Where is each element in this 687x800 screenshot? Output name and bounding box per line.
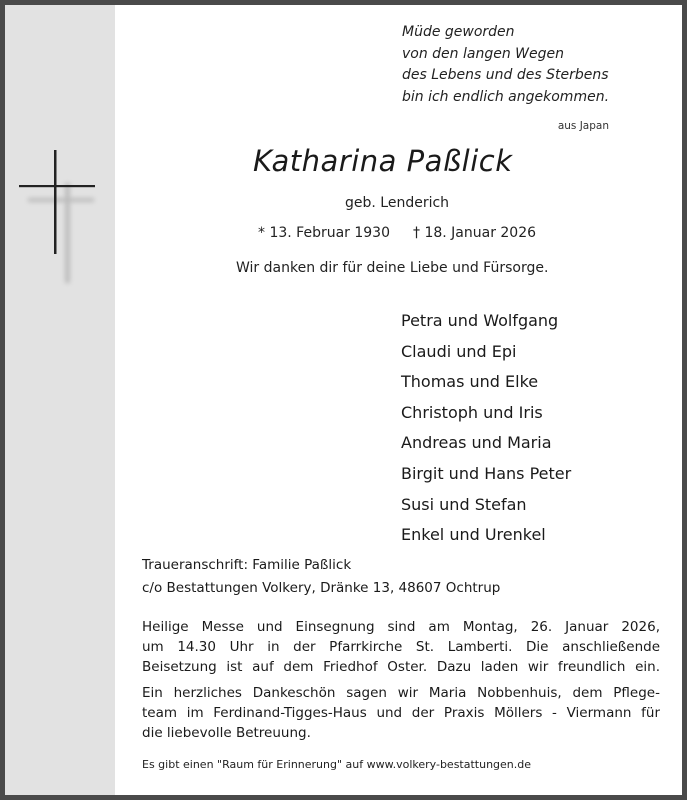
mourners-list <box>401 311 571 556</box>
service-line: Beisetzung ist auf dem Friedhof Oster. Dazu laden wir freundlich ein. <box>142 659 660 675</box>
birth-date: * 13. Februar 1930 <box>258 225 390 241</box>
memorial-link-note: Es gibt einen "Raum für Erinnerung" auf www.volkery-bestattungen.de <box>142 758 532 771</box>
service-paragraph <box>142 617 660 677</box>
mourner-item: Christoph und Iris <box>401 402 543 422</box>
poem-line: des Lebens und des Sterbens <box>402 67 609 83</box>
mourner-item: Petra und Wolfgang <box>401 311 559 330</box>
mourner-item: Thomas und Elke <box>401 372 539 392</box>
mourner-item: Susi und Stefan <box>401 494 527 514</box>
poem-quote <box>402 22 642 108</box>
mourner-item: Claudi und Epi <box>401 341 517 361</box>
gratitude-line: Ein herzliches Dankeschön sagen wir Maria Nobbenhuis, dem Pflege- <box>142 685 660 701</box>
mourner-item: Andreas und Maria <box>401 433 552 453</box>
gratitude-line: team im Ferdinand-Tigges-Haus und der Praxis Möllers - Viermann für <box>142 705 660 721</box>
deceased-name: Katharina Paßlick <box>253 144 513 178</box>
cross-icon <box>18 148 98 288</box>
gray-sidebar <box>5 5 115 795</box>
poem-line: Müde geworden <box>402 24 515 40</box>
quote-source: aus Japan <box>557 120 609 132</box>
service-line: Heilige Messe und Einsegnung sind am Montag, 26. Januar 2026, <box>142 619 660 635</box>
maiden-name: geb. Lenderich <box>345 195 450 211</box>
address-line: Traueranschrift: Familie Paßlick <box>142 557 352 573</box>
mourner-item: Birgit und Hans Peter <box>401 463 572 483</box>
gratitude-paragraph <box>142 683 660 743</box>
poem-line: bin ich endlich angekommen. <box>402 88 610 105</box>
service-line: um 14.30 Uhr in der Pfarrkirche St. Lamberti. Die anschließende <box>142 639 660 655</box>
gratitude-line: die liebevolle Betreuung. <box>142 725 311 741</box>
poem-line: von den langen Wegen <box>402 45 564 62</box>
thanks-line: Wir danken dir für deine Liebe und Fürsorge. <box>236 260 549 276</box>
address-line: c/o Bestattungen Volkery, Dränke 13, 48607 Ochtrup <box>142 580 501 596</box>
death-date: † 18. Januar 2026 <box>413 225 537 241</box>
mourner-item: Enkel und Urenkel <box>401 525 546 545</box>
mourning-address <box>142 554 500 600</box>
